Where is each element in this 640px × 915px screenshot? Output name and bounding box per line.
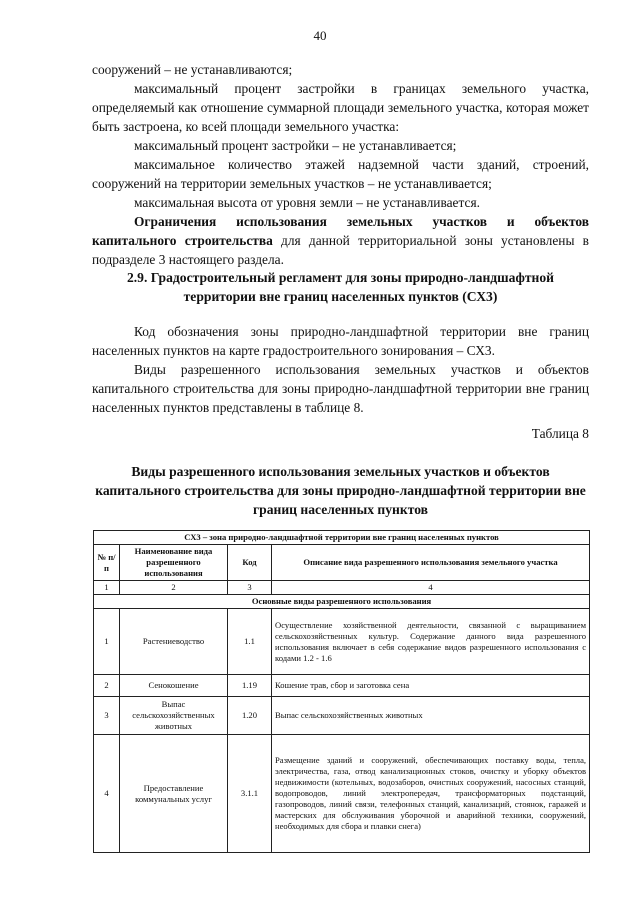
row-name: Выпас сельскохозяйственных животных: [120, 697, 228, 735]
intro-paragraph-0: сооружений – не устанавливаются;: [92, 62, 293, 77]
row-num: 3: [94, 697, 120, 735]
header-name: Наименование вида разрешенного использования: [120, 545, 228, 581]
table-row: [94, 697, 590, 735]
table-label: Таблица 8: [531, 426, 589, 441]
page-number: 40: [313, 28, 327, 43]
row-name: Предоставление коммунальных услуг: [120, 735, 228, 853]
table-row: [94, 735, 590, 853]
header-description: Описание вида разрешенного использования земельного участка: [272, 545, 590, 581]
restrictions-rest: для данной территориальной зоны установлены в подразделе 3 настоящего раздела.: [92, 233, 589, 267]
body-text: [92, 322, 589, 417]
section-heading: 2.9. Градостроительный регламент для зоны природно-ландшафтной территории вне границ населенных пунктов (СХ3): [126, 270, 555, 304]
row-description: Кошение трав, сбор и заготовка сена: [272, 675, 590, 697]
header-num: № п/п: [94, 545, 120, 581]
intro-text: [92, 60, 589, 269]
row-code: 3.1.1: [228, 735, 272, 853]
header-code: Код: [228, 545, 272, 581]
table-row: [94, 675, 590, 697]
row-num: 4: [94, 735, 120, 853]
intro-paragraph-1: максимальный процент застройки в границах земельного участка, определяемый как отношение суммарной площади земельного участка, которая может быть застроена, ко всей площади земельного участка:: [92, 81, 589, 134]
body-paragraph-0: Код обозначения зоны природно-ландшафтной территории вне границ населенных пунктов на карте градостроительного зонирования – СХ3.: [92, 324, 589, 358]
column-number: 1: [94, 581, 120, 595]
intro-paragraph-2: максимальный процент застройки – не устанавливается;: [134, 138, 457, 153]
section-title-row: Основные виды разрешенного использования: [94, 595, 590, 609]
column-number: 2: [120, 581, 228, 595]
zone-header: СХ3 – зона природно-ландшафтной территории вне границ населенных пунктов: [94, 531, 590, 545]
row-name: Сенокошение: [120, 675, 228, 697]
restrictions-paragraph: [92, 212, 589, 269]
row-code: 1.19: [228, 675, 272, 697]
row-description: Выпас сельскохозяйственных животных: [272, 697, 590, 735]
column-number: 3: [228, 581, 272, 595]
row-name: Растениеводство: [120, 609, 228, 675]
row-code: 1.20: [228, 697, 272, 735]
restrictions-bold: Ограничения использования земельных участков и объектов капитального строительства: [92, 214, 589, 248]
intro-paragraph-3: максимальное количество этажей надземной части зданий, строений, сооружений на территории земельных участков – не устанавливается;: [92, 157, 589, 191]
row-num: 2: [94, 675, 120, 697]
table-title: Виды разрешенного использования земельных участков и объектов капитального строительства для зоны природно-ландшафтной территории вне границ населенных пунктов: [95, 464, 586, 517]
table-row: [94, 609, 590, 675]
row-code: 1.1: [228, 609, 272, 675]
intro-paragraph-4: максимальная высота от уровня земли – не устанавливается.: [134, 195, 480, 210]
column-number: 4: [272, 581, 590, 595]
row-description: Осуществление хозяйственной деятельности, связанной с выращиванием сельскохозяйственных культур. Содержание данного вида разрешенного использования включает в себя содержание видов разрешенного использования с кодами 1.2 - 1.6: [272, 609, 590, 675]
regulation-table: [93, 530, 590, 853]
row-description: Размещение зданий и сооружений, обеспечивающих поставку воды, тепла, электричества, газа, отвод канализационных стоков, очистку и уборку объектов недвижимости (котельных, водозаборов, очистных сооружений, насосных станций, водопроводов, линий электропередач, трансформаторных подстанций, газопроводов, линий связи, телефонных станций, канализаций, стоянок, гаражей и мастерских для обслуживания уборочной и аварийной техники, сооружений, необходимых для сбора и плавки снега): [272, 735, 590, 853]
row-num: 1: [94, 609, 120, 675]
body-paragraph-1: Виды разрешенного использования земельных участков и объектов капитального строительства для зоны природно-ландшафтной территории вне границ населенных пунктов представлены в таблице 8.: [92, 362, 589, 415]
